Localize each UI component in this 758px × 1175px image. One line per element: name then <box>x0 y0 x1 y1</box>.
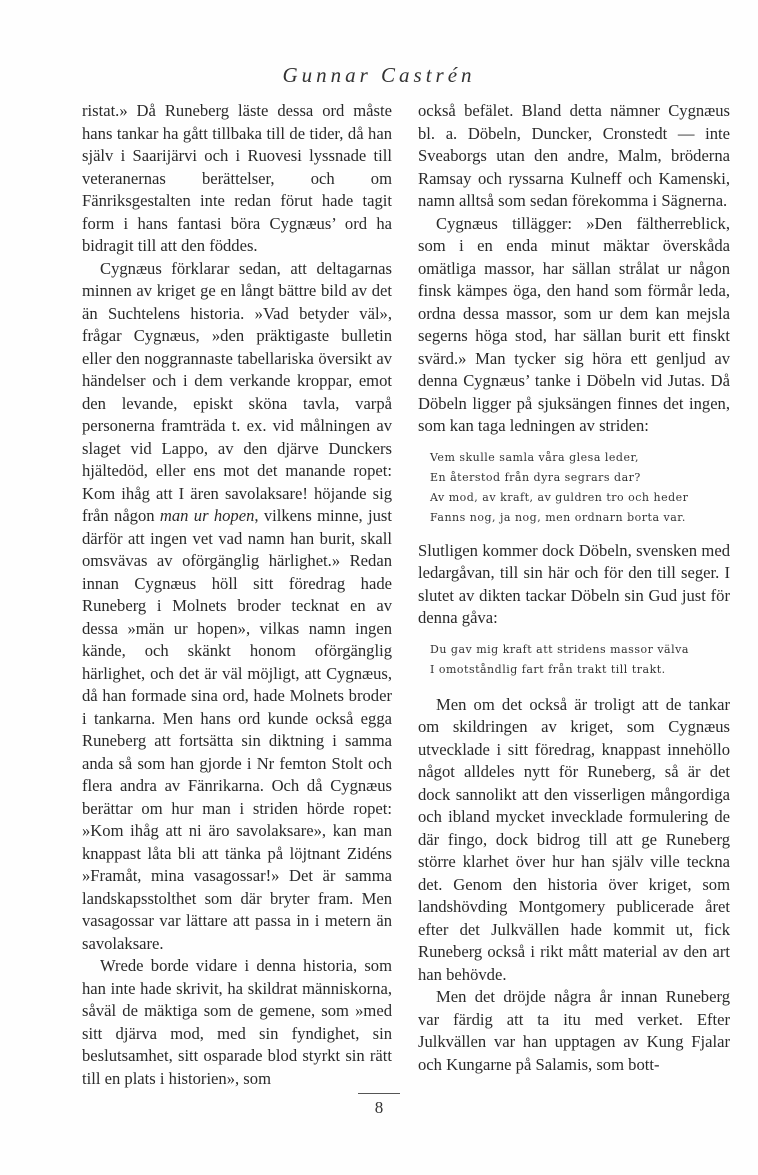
paragraph: också befälet. Bland detta nämner Cygnæus bl. a. Döbeln, Duncker, Cronstedt — inte Sveaborgs utan den andre, Malm, bröderna Ramsay och ryssarna Kulneff och Kamenski, namn alltså som sedan förekomma i Sägnerna. <box>418 101 730 210</box>
paragraph: Men om det också är troligt att de tankar om skildringen av kriget, som Cygnæus utvecklade i sitt föredrag, knappast innehöllo något alldeles nytt för Runeberg, så är det dock sannolikt att den visserligen mångordiga och ibland mycket invecklade formulering de där fingo, dock bidrog till att ge Runeberg större klarhet över hur han själv ville teckna det. Genom den historia över kriget, som landshövding Montgomery publicerade året efter det Julkvällen hade kommit ut, fick Runeberg också i rikt mått material av den art han behövde. <box>418 694 730 984</box>
footer-rule <box>358 1093 400 1094</box>
paragraph: Cygnæus tillägger: »Den fältherreblick, som i en enda minut mäktar överskåda omätliga massor, har sällan strålat ur någon finsk kämpes öga, den hand som förmår leda, ordna dessa massor, som ur dem kan mejsla segerns höga stod, har sällan burit ett finskt svärd.» Man tycker sig höra ett genljud av denna Cygnæus’ tanke i Döbeln vid Jutas. Då Döbeln ligger på sjuksängen finnes det ingen, som kan taga ledningen av striden: <box>418 213 730 435</box>
poem-line: Vem skulle samla våra glesa leder, <box>430 450 639 464</box>
running-header: Gunnar Castrén <box>282 63 476 87</box>
paragraph: Slutligen kommer dock Döbeln, svensken med ledargåvan, till sin här och för den till seger. I slutet av dikten tackar Döbeln sin Gud just för denna gåva: <box>418 540 730 627</box>
poem-line: Fanns nog, ja nog, men ordnarn borta var. <box>430 510 686 524</box>
poem-line: Du gav mig kraft att stridens massor välva <box>430 642 689 656</box>
paragraph-text: , vilkens minne, just därför att ingen vet vad namn han burit, skall omsvävas av oförgänglig härlighet.» Redan innan Cygnæus höll sitt föredrag hade Runeberg i Molnets broder tecknat en av dessa »män ur hopen», vilkas namn ingen kände, och skänkt honom oförgänglig härlighet, och det är väl möjligt, att Cygnæus, då han formade sina ord, hade Molnets broder i tankarna. Men hans ord kunde också egga Runeberg att fortsätta sin diktning i samma anda så som han gjorde i Nr femton Stolt och flera andra av Fänrikarna. Och då Cygnæus berättar om hur man i striden hörde ropet: »Kom ihåg att ni äro savolaksare», kan man knappast låta bli att tänka på löjtnant Zidéns »Framåt, mina vasagossar!» Det är samma landskapsstolthet som där bryter fram. Men vasagossar var lättare att passa in i metern än savolaksare. <box>82 506 392 953</box>
right-column <box>418 100 730 1076</box>
paragraph: Wrede borde vidare i denna historia, som han inte hade skrivit, ha skildrat människorna, såväl de mäktiga som de gemene, som »med sitt djärva mod, med sin fyndighet, sin beslutsamhet, sitt osparade blod styrkt sin rätt till en plats i historien», som <box>82 956 392 1088</box>
paragraph-text: Cygnæus förklarar sedan, att deltagarnas minnen av kriget ge en långt bättre bild av det än Suchtelens historia. »Vad betyder väl», frågar Cygnæus, »den präktigaste bulletin eller den noggrannaste tabellariska översikt av händelser och i dem verkande kroppar, emot den levande, episkt sköna tavla, varpå personerna framträda t. ex. vid målningen av slaget vid Lappo, av den djärve Dunckers hjältedöd, eller ens mot det manande ropet: Kom ihåg att I ären savolaksare! höjande sig från någon <box>82 258 392 525</box>
paragraph: Men det dröjde några år innan Runeberg var färdig att ta itu med verket. Efter Julkvällen var han upptagen av Kung Fjalar och Kungarne på Salamis, som bott- <box>418 987 730 1074</box>
poem-quote <box>430 448 730 528</box>
poem-line: I omotståndlig fart från trakt till trakt. <box>430 662 666 676</box>
paragraph <box>82 258 392 956</box>
left-column <box>82 100 392 1090</box>
poem-line: En återstod från dyra segrars dar? <box>430 470 641 484</box>
poem-line: Av mod, av kraft, av guldren tro och heder <box>430 490 689 504</box>
paragraph: ristat.» Då Runeberg läste dessa ord måste hans tankar ha gått tillbaka till de tider, då han själv i Saarijärvi och i Ruovesi lyssnade till veteranernas berättelser, och om Fänriksgestalten inte redan förut hade tagit form i hans fantasi böra Cygnæus’ ord ha bidragit till att den föddes. <box>82 101 392 255</box>
page-number: 8 <box>374 1098 384 1117</box>
page-footer <box>0 1093 758 1118</box>
poem-quote <box>430 640 730 680</box>
italic-phrase: man ur hopen <box>159 506 255 525</box>
